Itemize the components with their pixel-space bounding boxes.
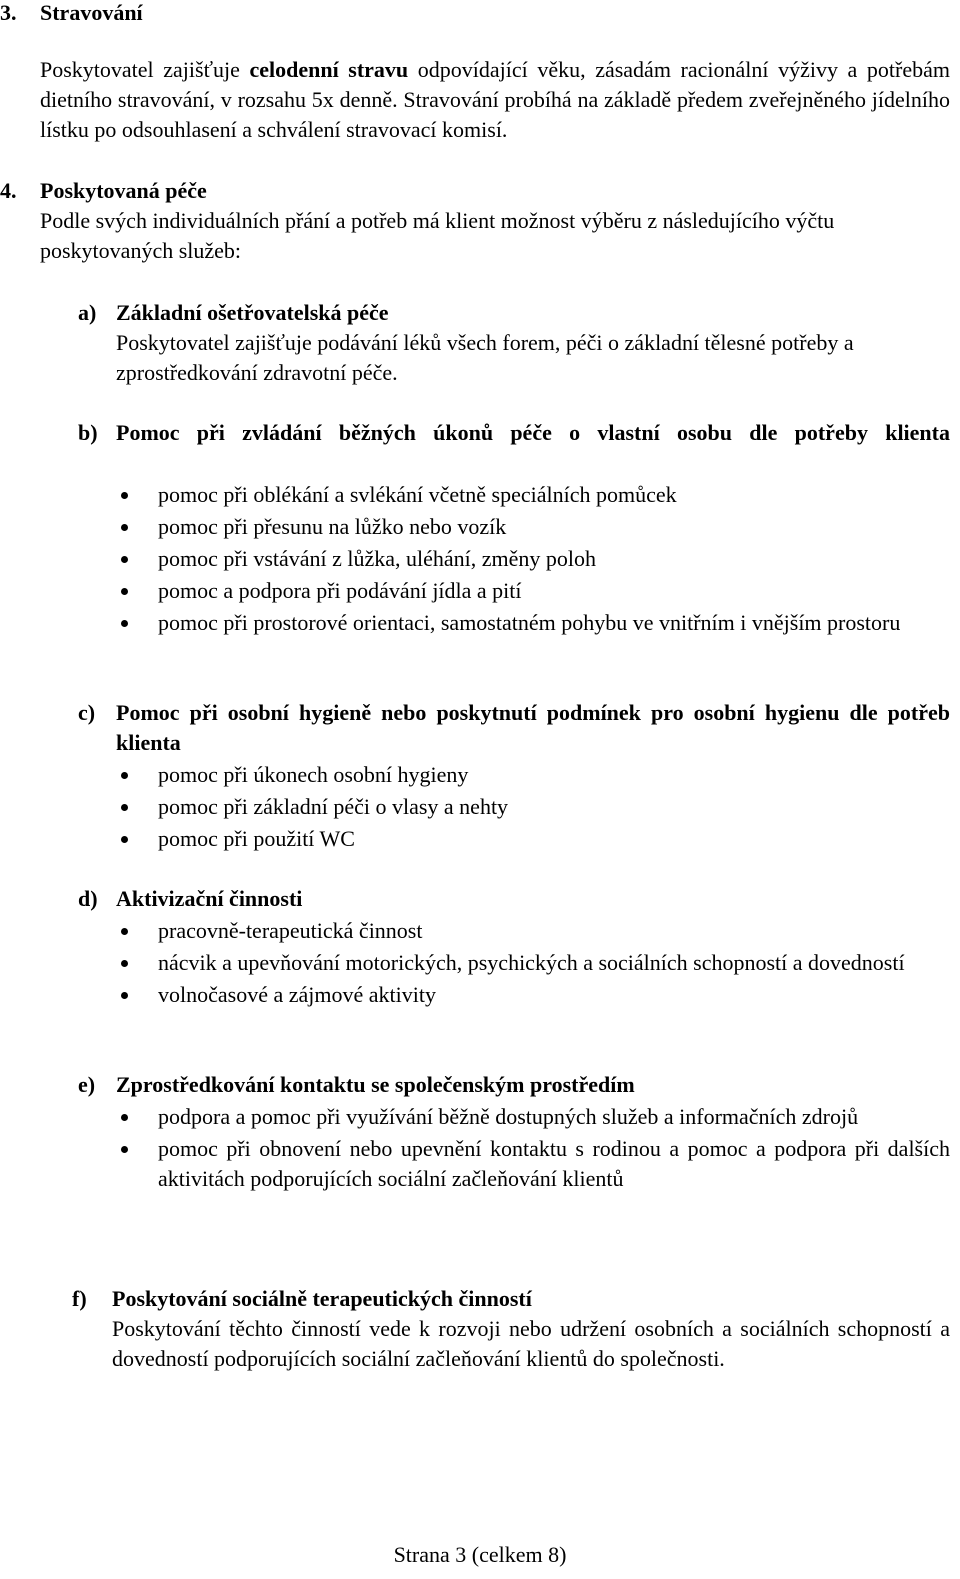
subsection-f-letter: f) [72,1286,87,1311]
list-item: pomoc při přesunu na lůžko nebo vozík [116,512,950,542]
subsection-b [78,418,950,678]
list-item: nácvik a upevňování motorických, psychických a sociálních schopností a dovedností [116,948,950,978]
subsection-b-letter: b) [78,420,98,445]
subsection-e [78,1070,950,1230]
subsection-c-title: Pomoc při osobní hygieně nebo poskytnutí podmínek pro osobní hygienu dle potřeb klienta [116,700,950,755]
subsection-c-letter: c) [78,700,96,725]
list-item: pomoc při obnovení nebo upevnění kontaktu s rodinou a pomoc a podpora při dalších aktivitách podporujících sociální začleňování klientů [116,1134,950,1194]
bullet-icon [121,928,128,935]
subsection-e-list [116,1102,950,1196]
subsection-a-text: Poskytovatel zajišťuje podávání léků všech forem, péči o základní tělesné potřeby a zprostředkování zdravotní péče. [116,330,854,385]
section-3-text-after: odpovídající věku, zásadám racionální výživy a potřebám dietního stravování, v rozsahu 5x denně. Stravování probíhá na základě předem zveřejněného jídelního lístku po odsouhlasení a schválení stravovací komisí. [40,57,950,142]
list-item: pomoc při vstávání z lůžka, uléhání, změny poloh [116,544,950,574]
page-number: Strana 3 (celkem 8) [393,1542,567,1567]
subsection-c [78,698,950,858]
list-item: volnočasové a zájmové aktivity [116,980,950,1010]
subsection-d-title: Aktivizační činnosti [116,886,303,911]
subsection-a-letter: a) [78,300,97,325]
section-4-number: 4. [0,178,17,203]
list-item: pomoc při úkonech osobní hygieny [116,760,950,790]
subsection-a [78,298,950,390]
bullet-icon [121,1114,128,1121]
bullet-icon [121,772,128,779]
section-3-text-bold: celodenní stravu [249,57,409,82]
bullet-icon [121,620,128,627]
bullet-icon [121,804,128,811]
section-3-paragraph [40,55,950,145]
subsection-f [72,1284,950,1414]
subsection-e-title: Zprostředkování kontaktu se společenským prostředím [116,1072,635,1097]
bullet-icon [121,588,128,595]
section-3-number: 3. [0,0,17,25]
section-3-title: Stravování [40,0,143,25]
subsection-a-title: Základní ošetřovatelská péče [116,300,389,325]
bullet-icon [121,992,128,999]
subsection-b-list [116,480,950,640]
section-3-text-before: Poskytovatel zajišťuje [40,57,250,82]
list-item: pomoc při oblékání a svlékání včetně speciálních pomůcek [116,480,950,510]
subsection-f-text: Poskytování těchto činností vede k rozvoji nebo udržení osobních a sociálních schopností a dovedností podporujících sociální začleňování klientů do společnosti. [112,1316,950,1371]
list-item: pomoc při prostorové orientaci, samostatném pohybu ve vnitřním i vnějším prostoru [116,608,950,638]
list-item: pomoc a podpora při podávání jídla a pití [116,576,950,606]
subsection-c-list [116,760,950,856]
list-item: podpora a pomoc při využívání běžně dostupných služeb a informačních zdrojů [116,1102,950,1132]
bullet-icon [121,492,128,499]
subsection-e-letter: e) [78,1072,96,1097]
subsection-d [78,884,950,1044]
subsection-d-list [116,916,950,1012]
list-item: pomoc při použití WC [116,824,950,854]
subsection-f-title: Poskytování sociálně terapeutických činností [112,1286,532,1311]
bullet-icon [121,524,128,531]
subsection-d-letter: d) [78,886,98,911]
list-item: pracovně-terapeutická činnost [116,916,950,946]
list-item: pomoc při základní péči o vlasy a nehty [116,792,950,822]
bullet-icon [121,556,128,563]
subsection-b-title: Pomoc při zvládání běžných úkonů péče o vlastní osobu dle potřeby klienta [116,420,950,445]
bullet-icon [121,1146,128,1153]
bullet-icon [121,836,128,843]
section-4-intro: Podle svých individuálních přání a potřeb má klient možnost výběru z následujícího výčtu poskytovaných služeb: [40,208,835,263]
bullet-icon [121,960,128,967]
section-4-title: Poskytovaná péče [40,178,207,203]
